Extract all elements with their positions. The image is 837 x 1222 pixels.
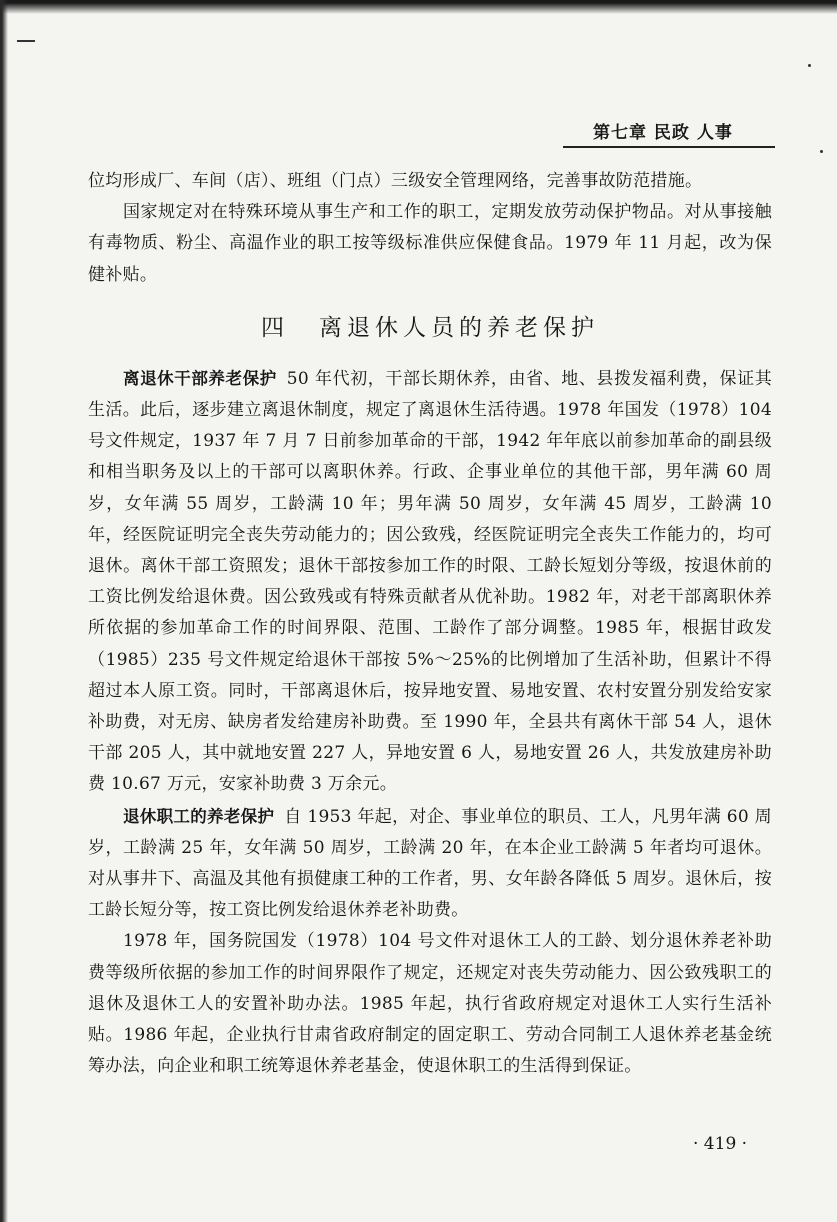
run-in-heading: 退休职工的养老保护 <box>123 806 275 826</box>
scan-border-top <box>0 0 837 14</box>
paragraph: 国家规定对在特殊环境从事生产和工作的职工，定期发放劳动保护物品。对从事接触有毒物质、粉尘、高温作业的职工按等级标准供应保健食品。1979 年 11 月起，改为保健补贴。 <box>88 202 772 285</box>
section-title: 离退休人员的养老保护 <box>319 314 599 341</box>
section-number: 四 <box>261 314 289 341</box>
page-number: · 419 · <box>693 1134 748 1154</box>
paragraph: 1978 年，国务院国发（1978）104 号文件对退休工人的工龄、划分退休养老补助费等级所依据的参加工作的时间界限作了规定，还规定对丧失劳动能力、因公致残职工的退休及退休工人的安置补助办法。1985 年起，执行省政府规定对退休工人实行生活补贴。1986 年起，企业执行甘肃省政府制定的固定职工、劳动合同制工人退休养老基金统筹办法，向企业和职工统筹退休养老基金，使退休职工的生活得到保证。 <box>88 931 772 1077</box>
margin-mark <box>17 40 35 42</box>
section-heading <box>88 311 772 345</box>
page-body <box>88 166 772 1082</box>
paragraph-text: 50 年代初，干部长期休养，由省、地、县拨发福利费，保证其生活。此后，逐步建立离退休制度，规定了离退休生活待遇。1978 年国发（1978）104 号文件规定，1937 年 7 月 7 日前参加革命的干部，1942 年年底以前参加革命的副县级和相当职务及以上的干部可以离职休养。行政、企事业单位的其他干部，男年满 60 周岁，女年满 55 周岁，工龄满 10 年；男年满 50 周岁，女年满 45 周岁，工龄满 10 年，经医院证明完全丧失劳动能力的；因公致残，经医院证明完全丧失工作能力的，均可退休。离休干部工资照发；退休干部按参加工作的时限、工龄长短划分等级，按退休前的工资比例发给退休费。因公致残或有特殊贡献者从优补助。1982 年，对老干部离职休养所依据的参加革命工作的时间界限、范围、工龄作了部分调整。1985 年，根据甘政发（1985）235 号文件规定给退休干部按 5%～25%的比例增加了生活补助，但累计不得超过本人原工资。同时，干部离退休后，按异地安置、易地安置、农村安置分别发给安家补助费，对无房、缺房者发给建房补助费。至 1990 年，全县共有离休干部 54 人，退休干部 205 人，其中就地安置 227 人，异地安置 6 人，易地安置 26 人，共发放建房补助费 10.67 万元，安家补助费 3 万余元。 <box>88 368 773 795</box>
paragraph-cadre <box>88 363 772 801</box>
paragraph-text: 自 1953 年起，对企、事业单位的职员、工人，凡男年满 60 周岁，工龄满 25 年，女年满 50 周岁，工龄满 20 年，在本企业工龄满 5 年者均可退休。对从事井下、高温及其他有损健康工种的工作者，男、女年龄各降低 5 周岁。退休后，按工龄长短分等，按工资比例发给退休养老补助费。 <box>88 806 772 921</box>
header-rule <box>563 146 775 148</box>
scan-border-left <box>0 0 8 1222</box>
running-head: 第七章 民政 人事 <box>593 123 733 143</box>
paragraph-worker <box>88 801 772 927</box>
run-in-heading: 离退休干部养老保护 <box>123 368 277 388</box>
scan-speck <box>820 150 823 153</box>
paragraph: 位均形成厂、车间（店）、班组（门点）三级安全管理网络，完善事故防范措施。 <box>88 171 703 191</box>
scan-speck <box>808 64 811 67</box>
